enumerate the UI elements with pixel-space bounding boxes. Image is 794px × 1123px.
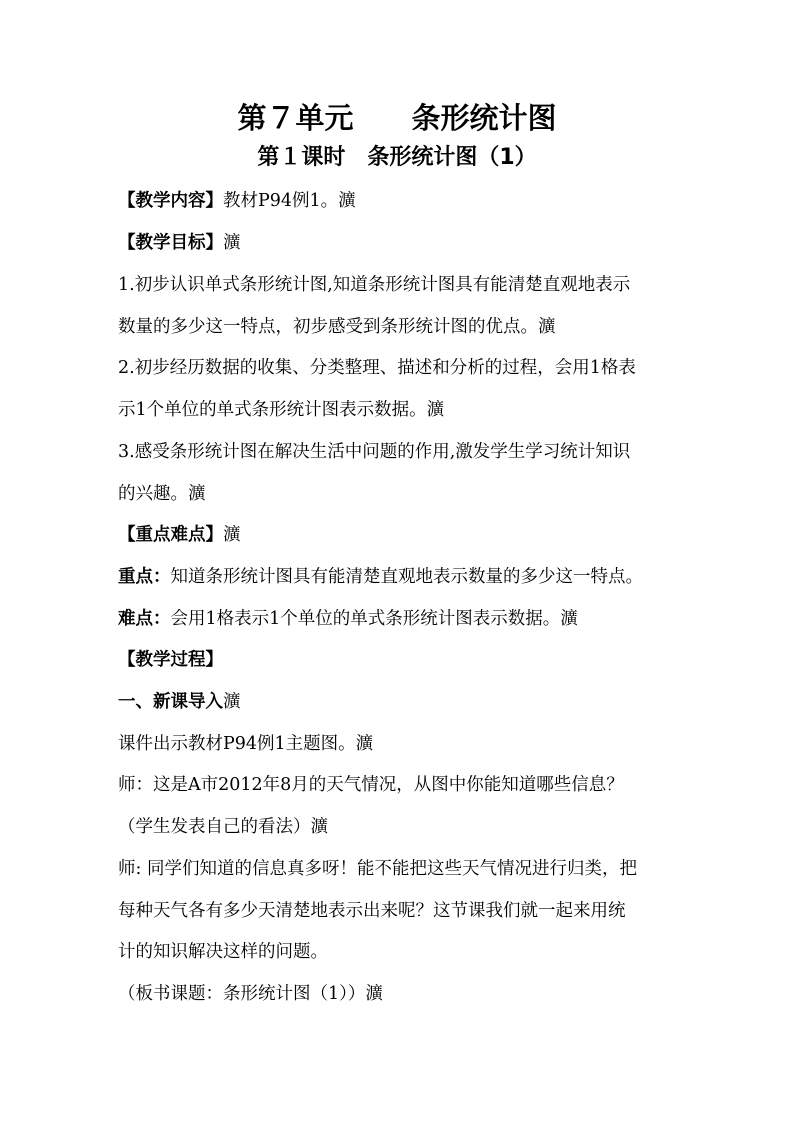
part-text: 瀇 [223, 692, 241, 712]
teaching-content-line [118, 187, 356, 215]
paragraph-4-line-3: 计的知识解决这样的问题。 [118, 942, 328, 962]
goal-2-line-2: 示1个单位的单式条形统计图表示数据。瀇 [118, 400, 445, 420]
part-label: 一、新课导入 [118, 692, 223, 712]
goal-1-line-1: 1.初步认识单式条形统计图,知道条形统计图具有能清楚直观地表示 [118, 275, 631, 295]
key-points-heading [118, 521, 241, 549]
part-1-heading [118, 688, 241, 716]
difficulty-text: 会用1格表示1个单位的单式条形统计图表示数据。瀇 [170, 609, 578, 629]
paragraph-2: 师：这是A市2012年8月的天气情况，从图中你能知道哪些信息？ [118, 775, 624, 795]
goal-1-line-2: 数量的多少这一特点，初步感受到条形统计图的优点。瀇 [118, 317, 556, 337]
section-text: 瀇 [223, 233, 241, 253]
paragraph-1: 课件出示教材P94例1主题图。瀇 [118, 734, 374, 754]
lesson-title: 第１课时 条形统计图（1） [257, 145, 537, 170]
paragraph-5: （板书课题：条形统计图（1））瀇 [118, 984, 383, 1004]
section-text: 教材P94例1。瀇 [223, 191, 356, 211]
key-point-line [118, 563, 643, 591]
section-text: 瀇 [223, 525, 241, 545]
paragraph-4-line-1: 师: 同学们知道的信息真多呀！能不能把这些天气情况进行归类，把 [118, 859, 637, 879]
key-label: 重点： [118, 567, 171, 587]
section-label: 【重点难点】 [118, 525, 223, 545]
key-text: 知道条形统计图具有能清楚直观地表示数量的多少这一特点。 [170, 567, 643, 587]
goal-2-line-1: 2.初步经历数据的收集、分类整理、描述和分析的过程，会用1格表 [118, 358, 636, 378]
teaching-goals-heading [118, 229, 241, 257]
difficulty-line [118, 605, 578, 633]
section-label: 【教学目标】 [118, 233, 223, 253]
goal-3-line-2: 的兴趣。瀇 [118, 484, 206, 504]
goal-3-line-1: 3.感受条形统计图在解决生活中问题的作用,激发学生学习统计知识 [118, 442, 631, 462]
paragraph-4-line-2: 每种天气各有多少天清楚地表示出来呢？这节课我们就一起来用统 [118, 901, 626, 921]
teaching-process-heading: 【教学过程】 [118, 650, 223, 670]
section-label: 【教学内容】 [118, 191, 223, 211]
unit-title: 第７单元 条形统计图 [237, 101, 557, 135]
paragraph-3: （学生发表自己的看法）瀇 [118, 817, 328, 837]
difficulty-label: 难点： [118, 609, 171, 629]
